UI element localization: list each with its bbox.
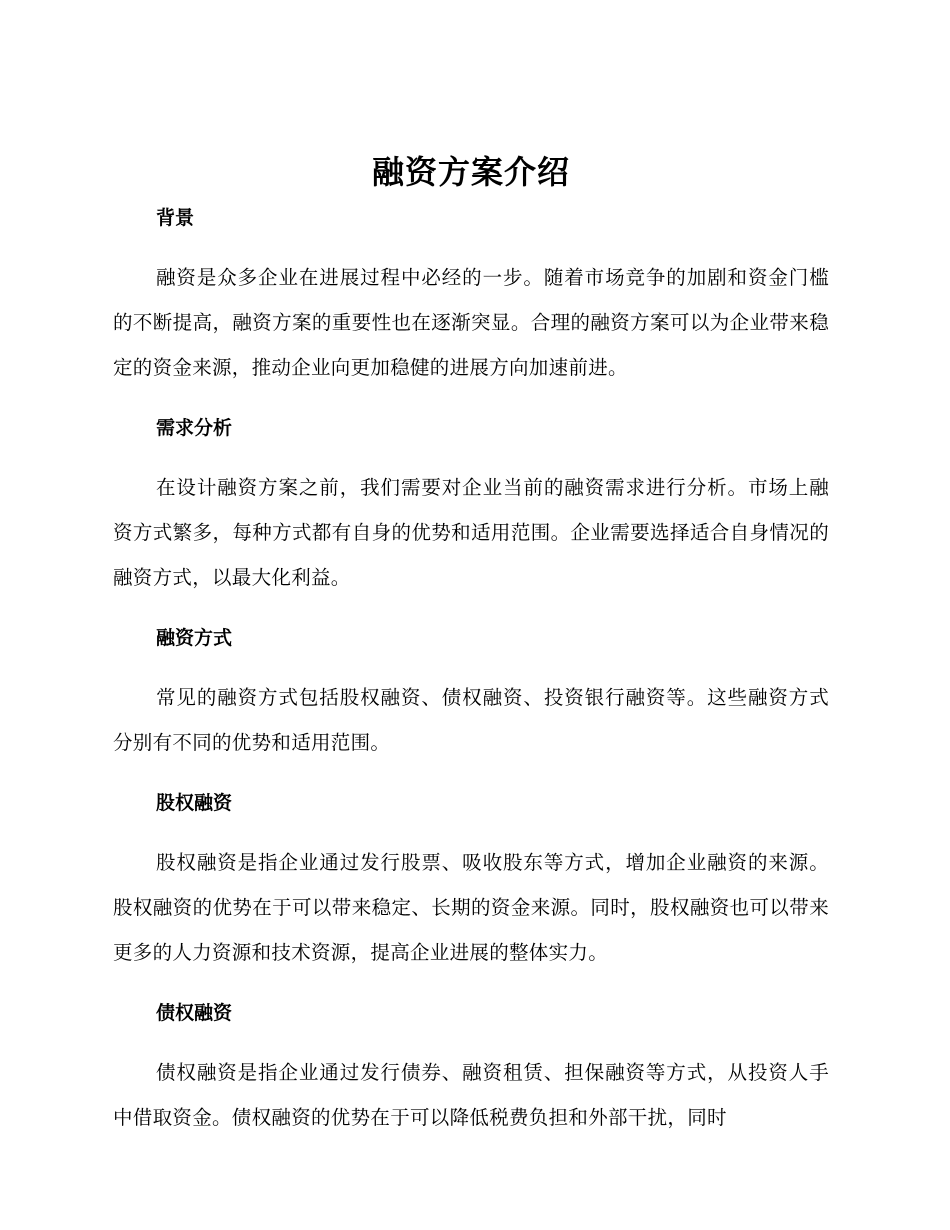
section-heading-equity-financing: 股权融资 — [156, 792, 233, 814]
section-heading-financing-methods: 融资方式 — [156, 627, 233, 649]
document-title: 融资方案介绍 — [371, 153, 570, 191]
section-heading-background: 背景 — [156, 207, 195, 229]
section-body-debt-financing: 债权融资是指企业通过发行债券、融资租赁、担保融资等方式，从投资人手中借取资金。债权融资的优势在于可以降低税费负担和外部干扰，同时 — [113, 1061, 829, 1129]
section-body-equity-financing: 股权融资是指企业通过发行股票、吸收股东等方式，增加企业融资的来源。股权融资的优势在于可以带来稳定、长期的资金来源。同时，股权融资也可以带来更多的人力资源和技术资源，提高企业进展的整体实力。 — [113, 851, 829, 964]
section-body-financing-methods: 常见的融资方式包括股权融资、债权融资、投资银行融资等。这些融资方式分别有不同的优势和适用范围。 — [113, 686, 829, 754]
section-body-needs-analysis: 在设计融资方案之前，我们需要对企业当前的融资需求进行分析。市场上融资方式繁多，每种方式都有自身的优势和适用范围。企业需要选择适合自身情况的融资方式，以最大化利益。 — [113, 476, 829, 589]
section-heading-debt-financing: 债权融资 — [156, 1002, 233, 1024]
section-heading-needs-analysis: 需求分析 — [156, 417, 233, 439]
section-body-background: 融资是众多企业在进展过程中必经的一步。随着市场竞争的加剧和资金门槛的不断提高，融资方案的重要性也在逐渐突显。合理的融资方案可以为企业带来稳定的资金来源，推动企业向更加稳健的进展方向加速前进。 — [113, 266, 829, 379]
